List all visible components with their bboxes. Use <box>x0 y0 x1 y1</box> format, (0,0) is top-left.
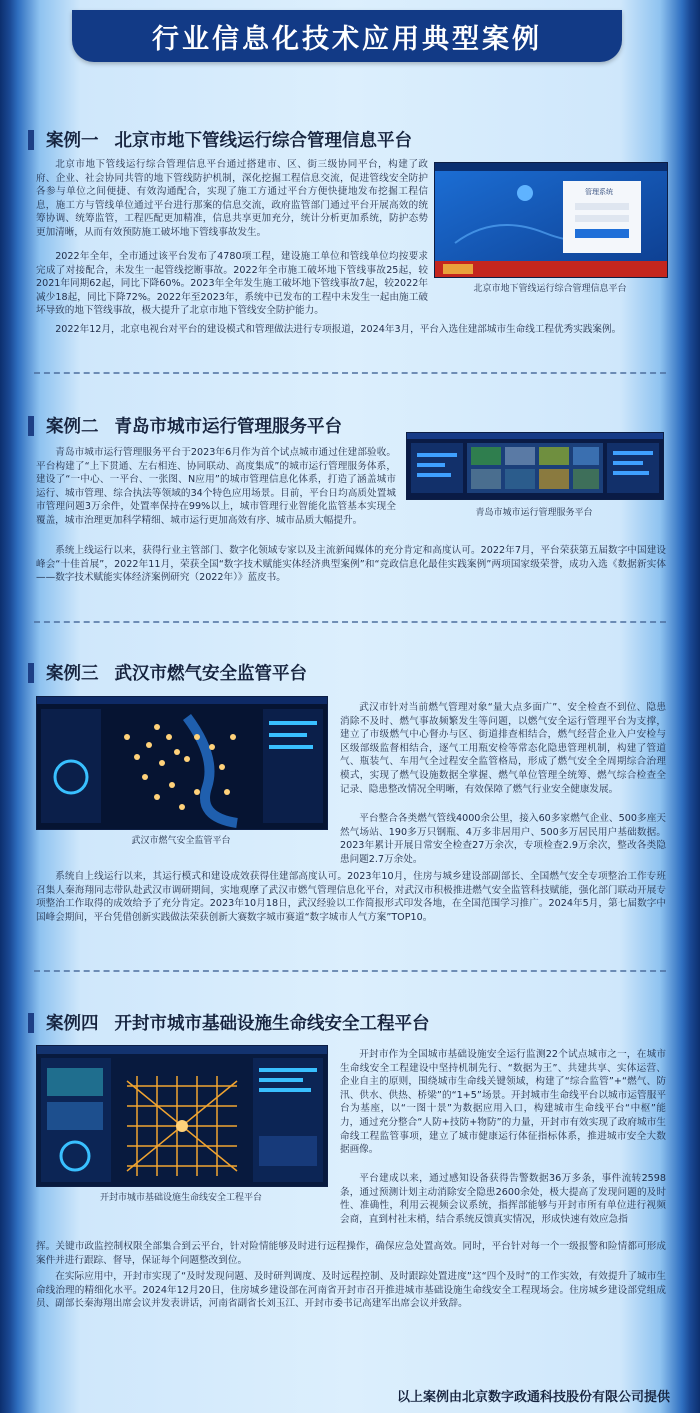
case1-number: 案例一 <box>46 131 99 151</box>
case4-number: 案例四 <box>46 1014 99 1034</box>
heading-accent-bar <box>28 130 34 150</box>
case1-login-title: 管理系统 <box>585 188 613 196</box>
case4-paragraph-1: 开封市作为全国城市基础设施安全运行监测22个试点城市之一，在城市生命线安全工程建设中坚持机制先行、“数据为王”、共建共享、实体运营、企业自主的原则，围绕城市生命线关键领域，构建了“综合监管”+“燃气、防汛、供水、供热、桥梁”的“1+5”场景。开封城市生命线平台以城市运管服平台为基座，以“一图十景”为数据应用入口，构建城市生命线平台“中枢”能力，通过充分整合“人防+技防+物防”的力量，开封市有效实现了政府城市生命线工程监管事项，建立了城市健康运行体征指标体系，推进城市安全大数据画像。 <box>340 1049 666 1156</box>
footer-credit: 以上案例由北京数字政通科技股份有限公司提供 <box>396 1390 670 1405</box>
case4-caption: 开封市城市基础设施生命线安全工程平台 <box>99 1193 262 1203</box>
section-divider-3 <box>34 970 666 972</box>
page-title-banner <box>72 10 622 62</box>
case1-caption: 北京市地下管线运行综合管理信息平台 <box>473 284 627 294</box>
case4-paragraph-3: 挥。关键市政监控制权限全部集合到云平台，针对险情能够及时进行远程操作，确保应急处置高效。同时，平台针对每一个一级报警和险情都可形成案件并进行跟踪、督导，保证每个问题整改到位。 <box>36 1241 666 1266</box>
case1-title: 北京市地下管线运行综合管理信息平台 <box>114 131 412 151</box>
case3-caption: 武汉市燃气安全监管平台 <box>131 836 231 846</box>
case1-screenshot-art <box>435 163 667 277</box>
section-divider-1 <box>34 372 666 374</box>
case4-heading <box>28 1010 430 1035</box>
case1-heading <box>28 127 412 152</box>
case4-paragraph-2: 平台建成以来，通过感知设备获得告警数据36万多条，事件流转2598条，通过预测计划主动消除安全隐患2600余处，极大提高了发现问题的及时性、准确性，利用云视频会议系统，指挥部能够与开封市所有单位进行视频会商，直到村社末梢，结合系统反馈真实情况，形成快速有效应急指 <box>340 1173 666 1225</box>
case1-paragraph-3: 2022年12月，北京电视台对平台的建设模式和管理做法进行专项报道，2024年3月，平台入选住建部城市生命线工程优秀实践案例。 <box>55 324 622 335</box>
case3-title: 武汉市燃气安全监管平台 <box>114 664 307 684</box>
case2-caption: 青岛市城市运行管理服务平台 <box>475 508 593 518</box>
case2-heading <box>28 413 342 438</box>
case4-title: 开封市城市基础设施生命线安全工程平台 <box>114 1014 430 1034</box>
case2-screenshot-art <box>407 433 663 499</box>
case2-title: 青岛市城市运行管理服务平台 <box>114 417 342 437</box>
case3-paragraph-1: 武汉市针对当前燃气管理对象“量大点多面广”、安全检查不到位、隐患消除不及时、燃气事故频繁发生等问题，以燃气安全运行管理平台为支撑，建立了市级燃气中心督办与区、街道排查相结合，燃气经营企业入户安检与区级部级监督相结合，逐气工用瓶安检等常态化隐患管理机制，构建了管道气、瓶装气、车用气全过程安全监管格局，形成了燃气安全全周期综合治理模式，实现了燃气设施数据全掌握、燃气单位管理全统筹、燃气综合检查全记录、隐患整改情况全明晰，有效保障了燃气行业安全健康发展。 <box>340 702 666 795</box>
case1-paragraph-2: 2022年全年，全市通过该平台发布了4780项工程，建设施工单位和管线单位均按要求完成了对接配合，未发生一起管线挖断事故。2022年全市施工破坏地下管线事故25起，较2021年同期62起，同比下降60%。2023年全年发生施工破坏地下管线事故7起，较2022年减少18起，同比下降72%。2022年至2023年，系统中已发布的工程中未发生一起由施工破坏导致的地下管线事故，极大提升了北京市地下管线安全防护能力。 <box>36 251 428 317</box>
heading-accent-bar <box>28 1013 34 1033</box>
heading-accent-bar <box>28 416 34 436</box>
case2-number: 案例二 <box>46 417 99 437</box>
case3-paragraph-2: 平台整合各类燃气管线4000余公里，接入60多家燃气企业、500多座天然气场站、190多万只钢瓶、4万多非居用户、500多万居民用户基础数据。2023年累计开展日常安全检查27万余次，专项检查2.9万余次，整改各类隐患问题2.7万余处。 <box>340 813 666 865</box>
case4-paragraph-4: 在实际应用中，开封市实现了“及时发现问题、及时研判调度、及时远程控制、及时跟踪处置进度”这“四个及时”的工作实效，有效提升了城市生命线治理的精细化水平。2024年12月20日，住房城乡建设部在河南省开封市召开推进城市基础设施生命线安全工程现场会。住房城乡建设部党组成员、副部长秦海翔出席会议并发表讲话，河南省副省长刘玉江、开封市委书记高建军出席会议并致辞。 <box>36 1271 666 1310</box>
case3-screenshot-art <box>37 697 327 829</box>
case4-screenshot-art <box>37 1046 327 1186</box>
page-title: 行业信息化技术应用典型案例 <box>152 23 542 55</box>
case1-paragraph-1: 北京市地下管线运行综合管理信息平台通过搭建市、区、街三级协同平台，构建了政府、企业、社会协同共管的地下管线防护机制，深化挖掘工程信息交流，促进管线安全防护各参与单位之间便捷、有效沟通配合，实现了施工方通过平台方便快捷地发布挖掘工程信息，施工方与管线单位通过平台进行那案的信息交流，政府监管部门通过平台开展高效的统筹协调、统筹监管，工程匹配更加精准，信息共享更加充分，统计分析更加系统，防护态势更加清晰，从而有效预防施工破坏地下管线事故发生。 <box>36 159 428 238</box>
case2-paragraph-2: 系统上线运行以来，获得行业主管部门、数字化领域专家以及主流新闻媒体的充分肯定和高度认可。2022年7月，平台荣获第五届数字中国建设峰会“十佳首展”，2022年11月，荣获全国“数字技术赋能实体经济典型案例”和“竞政信息化最佳实践案例”两项国家级荣誉，成功入选《数据新实体——数字技术赋能实体经济案例研究（2022年）》蓝皮书。 <box>36 545 666 584</box>
case1-screenshot <box>434 162 668 278</box>
case3-number: 案例三 <box>46 664 99 684</box>
case4-screenshot <box>36 1045 328 1187</box>
case3-paragraph-3: 系统自上线运行以来，其运行模式和建设成效获得住建部高度认可。2023年10月，住房与城乡建设部副部长、全国燃气安全专项整治工作专班召集人秦海翔同志带队赴武汉市调研期间，实地观摩了武汉市燃气管理信息化平台，对武汉市积极推进燃气安全监管科技赋能，强化部门联动开展专项整治工作取得的成效给予了充分肯定。2023年10月18日，武汉经验以工作简报形式印发各地，在全国范围学习推广。2024年5月，第七届数字中国峰会期间，平台凭借创新实践做法荣获创新大赛数字城市赛道“数字城市人气方案”TOP10。 <box>36 871 666 923</box>
case2-screenshot <box>406 432 664 500</box>
case2-paragraph-1: 青岛市城市运行管理服务平台于2023年6月作为首个试点城市通过住建部验收。平台构建了“上下贯通、左右相连、协同联动、高度集成”的城市运行管理服务体系，建设了“一中心、一平台、一张图、N应用”的城市管理信息化体系，打造了涵盖城市运行、城市管理、综合执法等领域的34个特色应用场景。目前，平台日均高质处置城市管理问题3万余件，处置率保持在99%以上，城市管理行业智能化监管基本实现全覆盖，城市治理更加科学精细、城市运行更加高效有序、城市品质大幅提升。 <box>36 447 396 526</box>
section-divider-2 <box>34 621 666 623</box>
case3-heading <box>28 660 307 685</box>
heading-accent-bar <box>28 663 34 683</box>
case3-screenshot <box>36 696 328 830</box>
